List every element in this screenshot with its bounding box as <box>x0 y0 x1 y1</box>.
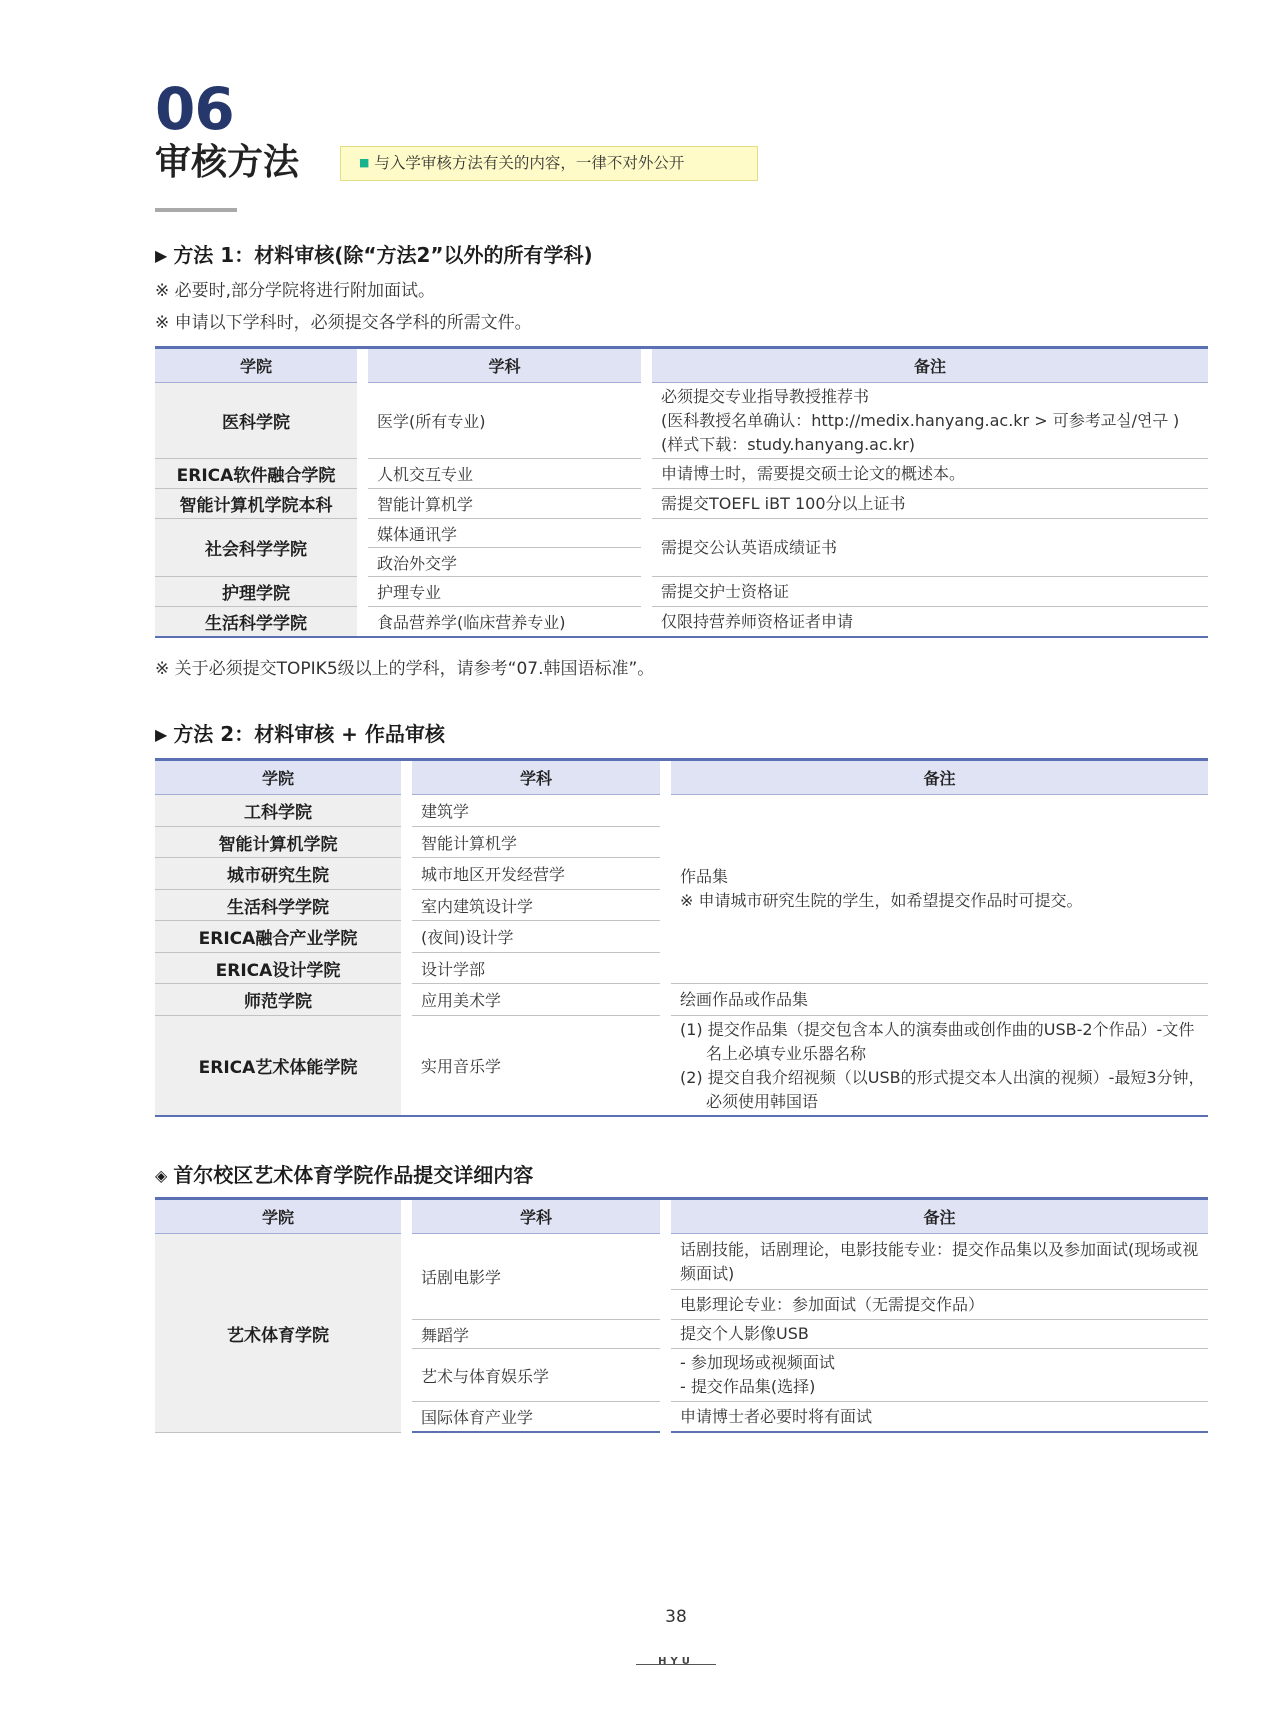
method1-note-2: ※ 申请以下学科时，必须提交各学科的所需文件。 <box>155 313 532 333</box>
title-underline <box>155 208 237 212</box>
college-cell: 社会科学学院 <box>155 519 357 577</box>
major-cell: 医学(所有专业) <box>368 383 641 459</box>
college-cell: ERICA软件融合学院 <box>155 459 357 489</box>
header-college: 学院 <box>155 1197 401 1234</box>
header-major: 学科 <box>412 758 660 795</box>
remarks-cell: 绘画作品或作品集 <box>671 984 1208 1016</box>
remarks-cell: 申请博士时，需要提交硕士论文的概述本。 <box>652 459 1208 489</box>
remarks-cell: 话剧技能，话剧理论，电影技能专业：提交作品集以及参加面试(现场或视频面试) <box>671 1234 1208 1290</box>
header-remarks: 备注 <box>671 758 1208 795</box>
college-cell: 医科学院 <box>155 383 357 459</box>
college-cell: 护理学院 <box>155 577 357 607</box>
table-row <box>155 383 1208 459</box>
college-cell: 智能计算机学院 <box>155 827 401 858</box>
table-header-row <box>155 758 1208 795</box>
remarks-cell: 需提交护士资格证 <box>652 577 1208 607</box>
major-cell: 国际体育产业学 <box>412 1402 660 1433</box>
remarks-cell: 仅限持营养师资格证者申请 <box>652 607 1208 638</box>
seoul-table <box>155 1197 1208 1433</box>
major-cell: 媒体通讯学 <box>368 519 641 548</box>
major-cell: 实用音乐学 <box>412 1016 660 1117</box>
table-row <box>155 1234 1208 1290</box>
section-title: 审核方法 <box>155 142 300 183</box>
table-header-row <box>155 1197 1208 1234</box>
major-cell: 护理专业 <box>368 577 641 607</box>
major-cell: 城市地区开发经营学 <box>412 858 660 890</box>
college-cell: ERICA艺术体能学院 <box>155 1016 401 1117</box>
table-row <box>155 607 1208 638</box>
college-cell: ERICA融合产业学院 <box>155 921 401 953</box>
table-row <box>155 984 1208 1016</box>
header-college: 学院 <box>155 346 357 383</box>
college-cell: 师范学院 <box>155 984 401 1016</box>
seoul-heading: ◈ 首尔校区艺术体育学院作品提交详细内容 <box>155 1163 534 1187</box>
method1-heading: ▶ 方法 1：材料审核(除“方法2”以外的所有学科) <box>155 243 593 267</box>
method2-heading: ▶ 方法 2：材料审核 + 作品审核 <box>155 722 445 746</box>
major-cell: 政治外交学 <box>368 548 641 577</box>
header-remarks: 备注 <box>671 1197 1208 1234</box>
table-row <box>155 519 1208 548</box>
major-cell: 智能计算机学 <box>412 827 660 858</box>
table-row <box>155 459 1208 489</box>
college-cell: 工科学院 <box>155 795 401 827</box>
confidential-notice <box>340 146 758 181</box>
header-remarks: 备注 <box>652 346 1208 383</box>
major-cell: 室内建筑设计学 <box>412 890 660 921</box>
table-row <box>155 577 1208 607</box>
remarks-cell: 必须提交专业指导教授推荐书 (医科教授名单确认：http://medix.hanyang.ac.kr > 可参考교실/연구 ) (样式下载：study.hanyang.ac.kr) <box>652 383 1208 459</box>
remarks-cell: - 参加现场或视频面试 - 提交作品集(选择) <box>671 1349 1208 1402</box>
table-row <box>155 795 1208 827</box>
medix-link: (医科教授名单确认：http://medix.hanyang.ac.kr > 可参考교실/연구 ) <box>661 410 1180 430</box>
major-cell: 智能计算机学 <box>368 489 641 519</box>
portfolio-remarks-cell: 作品集 ※ 申请城市研究生院的学生，如希望提交作品时可提交。 <box>671 795 1208 984</box>
header-college: 学院 <box>155 758 401 795</box>
major-cell: 设计学部 <box>412 953 660 984</box>
square-bullet-icon: ■ <box>359 156 370 169</box>
college-cell: 生活科学学院 <box>155 607 357 638</box>
header-major: 学科 <box>412 1197 660 1234</box>
triangle-marker-icon: ▶ <box>155 246 168 265</box>
major-cell: 话剧电影学 <box>412 1234 660 1320</box>
header-major: 学科 <box>368 346 641 383</box>
major-cell: (夜间)设计学 <box>412 921 660 953</box>
major-cell: 舞蹈学 <box>412 1320 660 1349</box>
topik-footnote: ※ 关于必须提交TOPIK5级以上的学科，请参考“07.韩国语标准”。 <box>155 659 655 679</box>
major-cell: 应用美术学 <box>412 984 660 1016</box>
major-cell: 艺术与体育娱乐学 <box>412 1349 660 1402</box>
major-cell: 食品营养学(临床营养专业) <box>368 607 641 638</box>
college-cell: ERICA设计学院 <box>155 953 401 984</box>
table-row <box>155 1016 1208 1117</box>
remarks-cell: 电影理论专业：参加面试（无需提交作品） <box>671 1290 1208 1320</box>
hyu-logo: HYU <box>658 1656 694 1667</box>
triangle-marker-icon: ▶ <box>155 725 168 744</box>
remarks-cell: (1) 提交作品集（提交包含本人的演奏曲或创作曲的USB-2个作品）-文件名上必填专业乐器名称 (2) 提交自我介绍视频（以USB的形式提交本人出演的视频）-最短3分钟，必须使用韩国语 <box>671 1016 1208 1117</box>
table-header-row <box>155 346 1208 383</box>
remarks-cell: 提交个人影像USB <box>671 1320 1208 1349</box>
major-cell: 建筑学 <box>412 795 660 827</box>
remarks-cell: 需提交TOEFL iBT 100分以上证书 <box>652 489 1208 519</box>
method2-table <box>155 758 1208 1117</box>
major-cell: 人机交互专业 <box>368 459 641 489</box>
college-cell: 艺术体育学院 <box>155 1234 401 1433</box>
method1-note-1: ※ 必要时,部分学院将进行附加面试。 <box>155 281 436 301</box>
method1-table <box>155 346 1208 638</box>
remarks-cell: 需提交公认英语成绩证书 <box>652 519 1208 577</box>
notice-text: 与入学审核方法有关的内容，一律不对外公开 <box>374 154 685 172</box>
section-number: 06 <box>155 75 234 143</box>
remarks-cell: 申请博士者必要时将有面试 <box>671 1402 1208 1433</box>
table-row <box>155 489 1208 519</box>
college-cell: 生活科学学院 <box>155 890 401 921</box>
college-cell: 智能计算机学院本科 <box>155 489 357 519</box>
college-cell: 城市研究生院 <box>155 858 401 890</box>
study-link: (样式下载：study.hanyang.ac.kr) <box>661 434 915 454</box>
diamond-marker-icon: ◈ <box>155 1166 168 1185</box>
page-number: 38 <box>665 1607 687 1627</box>
